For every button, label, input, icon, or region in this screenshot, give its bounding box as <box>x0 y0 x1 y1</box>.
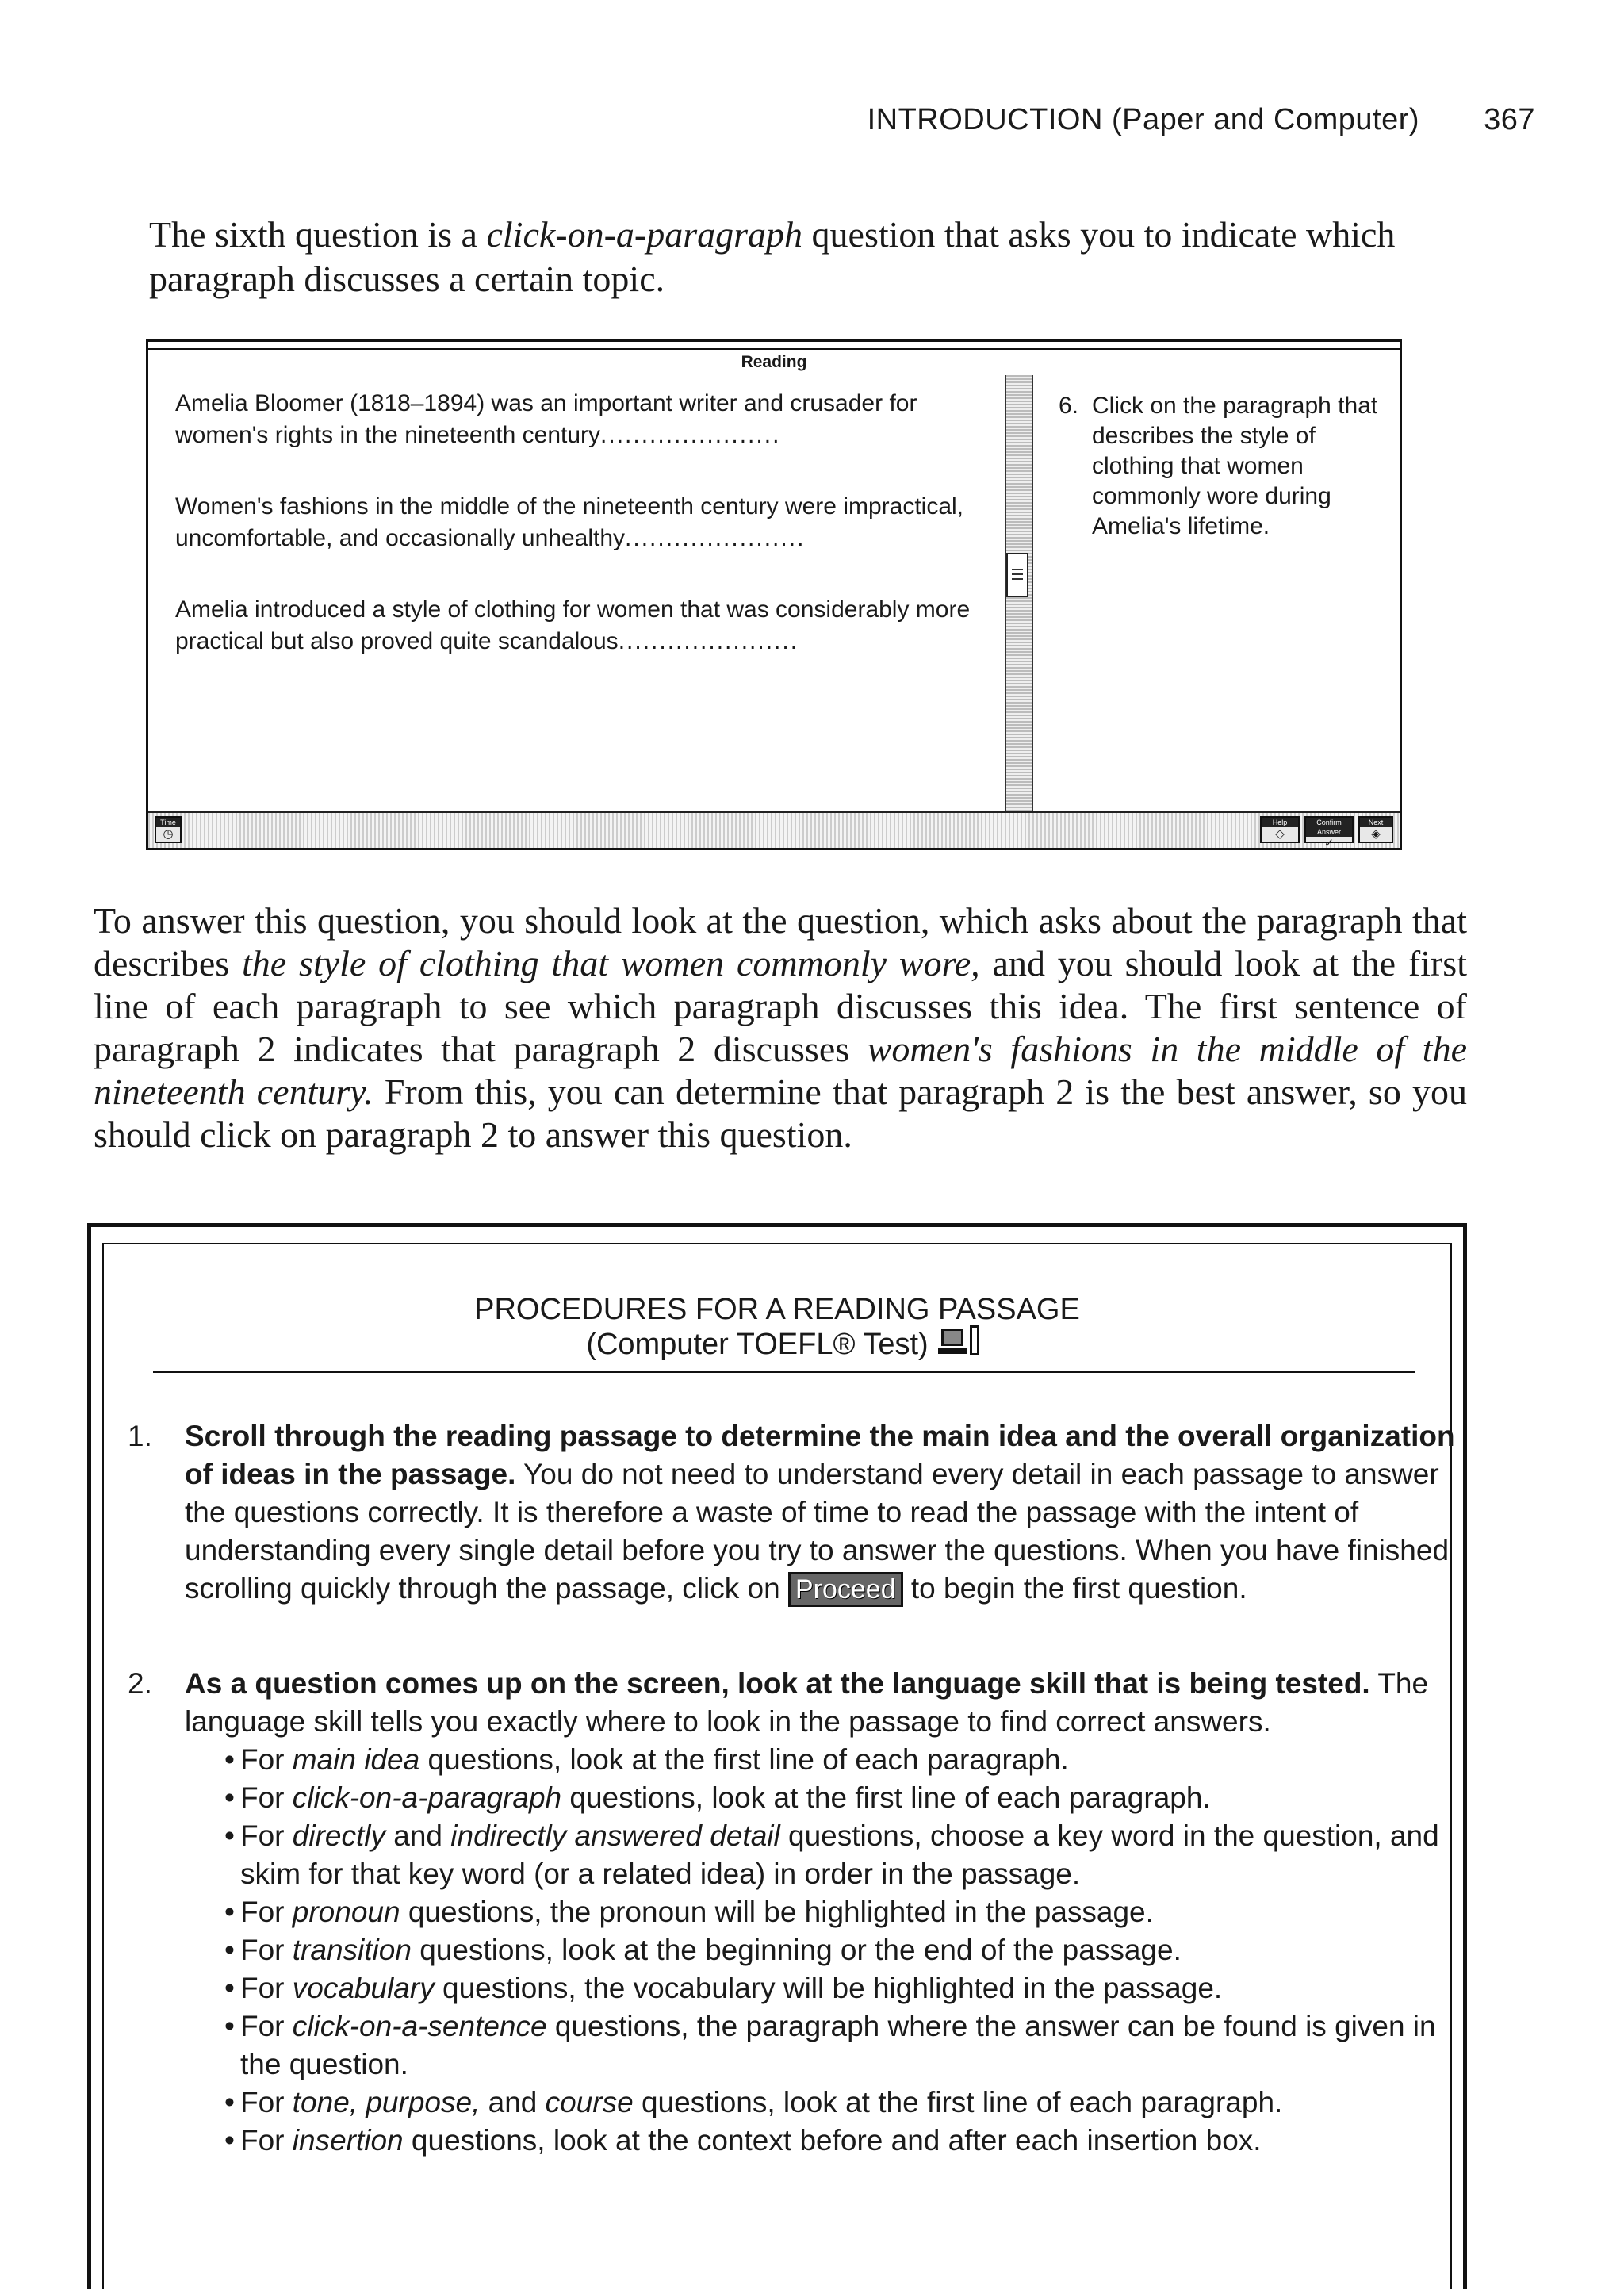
running-header <box>868 103 1535 137</box>
passage-paragraph-1[interactable]: Amelia Bloomer (1818–1894) was an important writer and crusader for women's rights in the nineteenth century...................... <box>175 390 917 448</box>
explanation-paragraph: To answer this question, you should look at the question, which asks about the paragraph that describes the style of clothing that women commonly wore, and you should look at the first line of each paragraph to see which paragraph discusses this idea. The first sentence of paragraph 2 indicates that paragraph 2 discusses women's fashions in the middle of the nineteenth century. From this, you can determine that paragraph 2 is the best answer, so you should click on paragraph 2 to answer this question. <box>94 900 1467 1155</box>
list-item: • For transition questions, look at the beginning or the end of the passage. <box>224 1931 1461 1969</box>
list-item: • For main idea questions, look at the first line of each paragraph. <box>224 1741 1461 1779</box>
procedures-title <box>104 1292 1450 1362</box>
procedures-box <box>87 1223 1467 2289</box>
next-icon: ◈ <box>1371 827 1381 841</box>
help-icon: ◇ <box>1275 827 1285 841</box>
question-panel <box>1059 391 1385 542</box>
screen-title: Reading <box>741 353 807 371</box>
procedure-item-2: 2. As a question comes up on the screen, look at the language skill that is being tested. The language skill tells you exactly where to look in the passage to find correct answers. • For main idea questions, look at the first line of each paragraph. • For click-on-a-paragraph questions, look at the first line of each paragraph. • For directly and indirectly answered detail questions, choose a key word in the question, and skim for that key word (or a related idea) in order in the passage. • For pronoun questions, the pronoun will be highlighted in the passage. • For transition questions, look at the beginning or the end of the passage. • For vocabulary questions, the vocabulary will be highlighted in the passage. • For click-on-a-sentence questions, the paragraph where the answer can be found is given in the question. • For tone, purpose, and course questions, look at the first line of each paragraph. • For insertion questions, look at the context before and after each insertion box. <box>185 1665 1461 2160</box>
list-item: • For click-on-a-sentence questions, the paragraph where the answer can be found is given in the question. <box>224 2007 1461 2084</box>
section-title: INTRODUCTION (Paper and Computer) <box>867 103 1420 136</box>
reading-passage <box>175 388 984 697</box>
clock-icon: ◷ <box>163 827 174 841</box>
list-item: • For click-on-a-paragraph questions, look at the first line of each paragraph. <box>224 1779 1461 1817</box>
procedures-title-line-2: (Computer TOEFL® Test) <box>586 1328 929 1361</box>
proceed-button[interactable]: Proceed <box>788 1572 903 1607</box>
procedures-title-line-1: PROCEDURES FOR A READING PASSAGE <box>474 1293 1080 1326</box>
toefl-screen <box>146 339 1402 850</box>
next-label: Next <box>1360 818 1392 827</box>
help-button[interactable] <box>1260 816 1300 843</box>
procedures-title-line-2-wrap <box>104 1327 1450 1362</box>
intro-text-1: The sixth question is a <box>149 214 487 255</box>
time-button[interactable] <box>155 816 182 843</box>
list-item: • For vocabulary questions, the vocabulary will be highlighted in the passage. <box>224 1969 1461 2007</box>
passage-paragraph-2[interactable]: Women's fashions in the middle of the nineteenth century were impractical, uncomfortable, and occasionally unhealthy...................... <box>175 493 964 551</box>
list-item: • For pronoun questions, the pronoun will be highlighted in the passage. <box>224 1893 1461 1931</box>
procedures-divider <box>153 1371 1415 1373</box>
question-text: Click on the paragraph that describes the style of clothing that women commonly wore during Amelia's lifetime. <box>1092 393 1378 539</box>
skill-bullet-list <box>185 1741 1461 2160</box>
intro-text-2: question that asks you to indicate which paragraph discusses a certain topic. <box>149 214 1396 299</box>
explanation-emphasis-1: the style of clothing that women commonly wore, <box>242 943 980 983</box>
procedure-item-number: 2. <box>128 1667 152 1700</box>
procedure-item-1: 1. Scroll through the reading passage to determine the main idea and the overall organization of ideas in the passage. You do not need to understand every detail in each passage to answer the questions correctly. It is therefore a waste of time to read the passage with the intent of understanding every single detail before you try to answer the questions. When you have finished scrolling quickly through the passage, click on Proceed to begin the first question. <box>185 1417 1461 1608</box>
time-label: Time <box>156 818 180 827</box>
procedure-item-heading: Scroll through the reading passage to determine the main idea and the overall organization of ideas in the passage. <box>185 1420 1455 1490</box>
next-button[interactable] <box>1358 816 1393 843</box>
confirm-icon: ✓ <box>1323 837 1335 850</box>
procedure-item-heading: As a question comes up on the screen, look at the language skill that is being tested. <box>185 1667 1370 1700</box>
list-item: • For tone, purpose, and course questions, look at the first line of each paragraph. <box>224 2084 1461 2122</box>
scroll-thumb[interactable] <box>1006 553 1028 597</box>
screen-title-rule <box>148 348 1400 350</box>
intro-paragraph <box>149 213 1481 301</box>
intro-term: click-on-a-paragraph <box>486 214 803 255</box>
list-item: • For directly and indirectly answered detail questions, choose a key word in the question, and skim for that key word (or a related idea) in order in the passage. <box>224 1817 1461 1893</box>
passage-paragraph-3[interactable]: Amelia introduced a style of clothing for women that was considerably more practical but also proved quite scandalous...................... <box>175 596 971 654</box>
page-number: 367 <box>1484 103 1535 136</box>
procedure-item-number: 1. <box>128 1420 152 1452</box>
computer-icon <box>941 1329 968 1357</box>
explanation-emphasis-2: women's fashions in the middle of the nineteenth century. <box>94 1029 1467 1112</box>
question-number: 6. <box>1059 393 1079 419</box>
list-item: • For insertion questions, look at the context before and after each insertion box. <box>224 2122 1461 2160</box>
toolbar <box>148 811 1400 848</box>
passage-scrollbar[interactable] <box>1005 375 1033 821</box>
confirm-label: Confirm Answer <box>1306 818 1352 837</box>
help-label: Help <box>1262 818 1298 827</box>
confirm-answer-button[interactable] <box>1304 816 1354 850</box>
procedures-inner-frame <box>102 1243 1455 2289</box>
